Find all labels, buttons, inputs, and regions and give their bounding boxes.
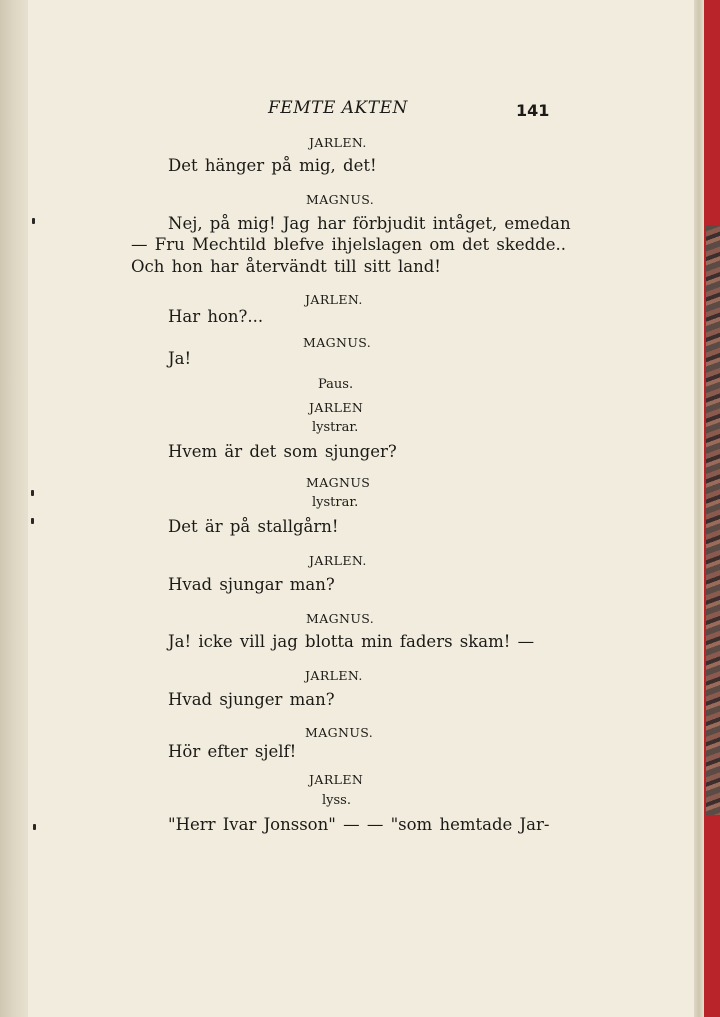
dialogue-line: Hvad sjunger man? — [168, 690, 335, 709]
dialogue-line: Ja! — [168, 349, 192, 368]
dialogue-line: Det hänger på mig, det! — [168, 156, 377, 175]
speaker-label: MAGNUS. — [306, 192, 375, 207]
page-number: 141 — [516, 101, 550, 120]
ink-speck — [32, 218, 35, 224]
ink-speck — [31, 518, 34, 524]
speaker-label: JARLEN. — [305, 292, 363, 307]
stage-direction: Paus. — [318, 377, 354, 392]
ink-speck — [33, 824, 36, 830]
speaker-label: JARLEN — [309, 400, 364, 415]
stage-direction: lyss. — [322, 793, 351, 808]
speaker-label: MAGNUS. — [305, 725, 374, 740]
speaker-label: JARLEN. — [309, 553, 367, 568]
dialogue-line: Ja! icke vill jag blotta min faders skam! — — [168, 632, 535, 651]
stage-direction: lystrar. — [312, 495, 359, 510]
speaker-label: MAGNUS. — [303, 335, 372, 350]
dialogue-line: Hvem är det som sjunger? — [168, 442, 397, 461]
dialogue-line: — Fru Mechtild blefve ihjelslagen om det skedde.. — [131, 235, 566, 254]
page-stack-edge — [694, 0, 704, 1017]
dialogue-line: Har hon?... — [168, 307, 264, 326]
dialogue-line: "Herr Ivar Jonsson" — — "som hemtade Jar- — [168, 815, 550, 834]
stage-direction: lystrar. — [312, 420, 359, 435]
dialogue-line: Det är på stallgårn! — [168, 517, 339, 536]
marbled-cover-strip — [706, 225, 720, 815]
speaker-label: JARLEN. — [309, 135, 367, 150]
page-sheet — [28, 0, 698, 1017]
speaker-label: MAGNUS. — [306, 611, 375, 626]
running-title: FEMTE AKTEN — [268, 98, 408, 118]
ink-speck — [31, 490, 34, 496]
speaker-label: JARLEN. — [305, 668, 363, 683]
dialogue-line: Hör efter sjelf! — [168, 742, 297, 761]
dialogue-line: Och hon har återvändt till sitt land! — [131, 257, 441, 276]
speaker-label: MAGNUS — [306, 475, 371, 490]
speaker-label: JARLEN — [309, 772, 364, 787]
dialogue-line: Hvad sjungar man? — [168, 575, 335, 594]
dialogue-line: Nej, på mig! Jag har förbjudit intåget, emedan — [168, 214, 571, 233]
